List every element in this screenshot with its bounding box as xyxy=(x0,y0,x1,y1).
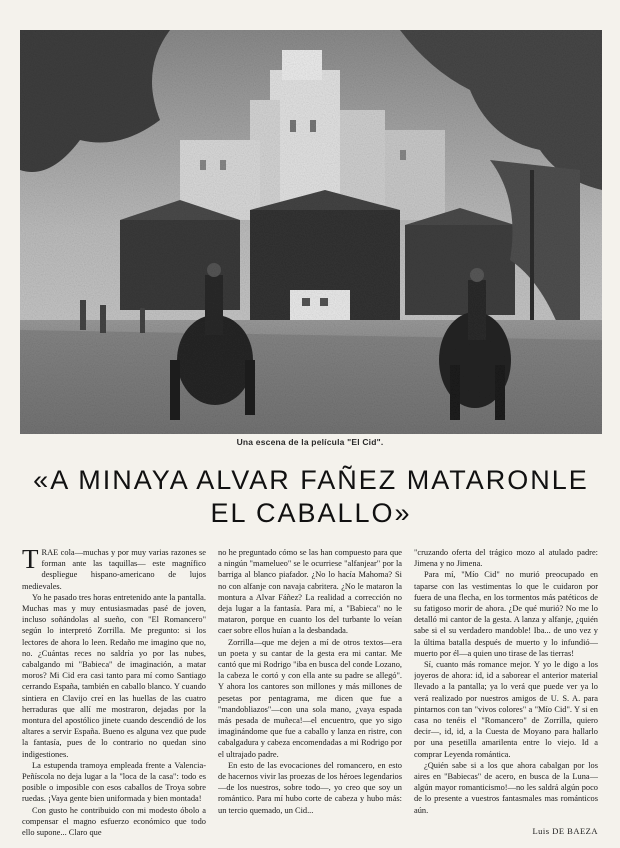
article-body xyxy=(22,547,598,842)
photo-caption: Una escena de la película "El Cid". xyxy=(236,437,384,447)
author-byline: Luis DE BAEZA xyxy=(532,825,598,836)
headline-line-1: «A MINAYA ALVAR FAÑEZ MATARONLE xyxy=(33,465,589,495)
article-paragraph: Yo he pasado tres horas entretenido ante la pantalla. Muchas mas y muy entusiasmadas pasé de joven, incluso soñándolas al sueño, con "El Romancero" según lo interpretó Zorrilla. Me pregunto: si los lectores de ahora lo leen. Redaño me imagino que no, no. ¿Cuántas reces no saldría yo por las nubes, cabalgando mi "Babieca" de imaginación, a matar moros? Mi Cid era casi tanto para mí como Santiago cerrando España, también en caballo blanco. Y cuando sintiera en Clavijo creí en las huellas de las cuatro herraduras que allí me mostraron, dejadas por la montura del apostólico jinete cuando descendió de los altares a servir España. Bueno es alguna vez que pude la fantasía, pues de lo contrario no quedan sino indigestiones. xyxy=(22,592,206,759)
article-column-1 xyxy=(22,547,206,842)
drop-cap: T xyxy=(22,547,39,574)
article-paragraph: Zorrilla—que me dejen a mí de otros textos—era un poeta y su cantar de la gesta era mi cantar. Me cantó que mi Rodrigo "iba en busca del conde Lozano, la cabeza le cortó y con ella ante su padre se allegó". Y ahora los cantores son millones y más millones de pesetas por pentagrama, me dicen que fue a "mandobliazos"—con una sola mano, ¿vaya espada más pesada de muñeca!—el encuentro, que yo sigo imaginándome que fue a caballo y lanza en ristre, con cabalgadura y cabeza encomendadas a mi Rodrigo por el ultrajado padre. xyxy=(218,637,402,759)
article-column-3 xyxy=(414,547,598,842)
article-paragraph: La estupenda tramoya empleada frente a Valencia-Peñíscola no deja lugar a la "loca de la casa": todo es posible o imposible con esos caballos de Troya sobre ruedas. ¡Vaya gente bien uniformada y bien montada! xyxy=(22,760,206,804)
article-paragraph: no he preguntado cómo se las han compuesto para que a ningún "mamelueo" se le ocurriese "alfanjear" por la barriga al blanco piafador. ¿No lo hacía Mahoma? Si no con alfanje con navaja cabritera. ¿No le mataron la montura a Alvar Fáñez? La realidad a corrección no deja lugar a la fantasía. Para mí, a "Babieca" no le mataron, porque en cuanto los del turbante lo veían caer sobre ellos huían a la desbandada. xyxy=(218,548,402,636)
article-paragraph xyxy=(22,547,206,592)
article-column-2 xyxy=(218,547,402,842)
paragraph-text: RAE cola—muchas y por muy varias razones se forman ante las taquillas— este magnífico despliegue hispano-americano de lujos medievales. xyxy=(22,548,206,591)
article-paragraph: En esto de las evocaciones del romancero, en esto de hacernos vivir las proezas de los héroes legendarios—de los nuestros, sobre todo—, yo creo que soy un romántico. Para mí hubo corte de cabeza y hubo más: un tercio quemado, un Cid... xyxy=(218,760,402,815)
article-paragraph: "cruzando oferta del trágico mozo al atulado padre: Jimena y no Jimena. xyxy=(414,548,598,569)
article-paragraph: Sí, cuanto más romance mejor. Y yo le digo a los joyeros de ahora: id, id a saborear el anterior material llevado a la pantalla; ya lo verá que puede ver ya lo verá realizado por nuestros amigos de U. S. A. para pintarnos con tan "vivos colores" a "Mío Cid". Y si en casa no tenéis el "Romancero" de Zorrilla, quiero decir—, id, id, a la Cuesta de Moyano para hallarlo por una pesetilla amarilenta entre lo viejo. Id a comprar Leyenda romántica. xyxy=(414,660,598,759)
article-paragraph: Para mí, "Mío Cid" no murió preocupado en taparse con las vestimentas lo que le cuidaron por fuera de una flecha, en los tormentos más patéticos de su fatigoso morir de ahora. ¿De qué murió? No me lo detalló mi cantor de la gesta. A lanza y alfanje, ¿quién sabe si el su verdadero mandoble! Iba... de uno vez y la última batalla después de muerto y lo infundió—muerto por él—a quien uno tirase de las tierras! xyxy=(414,570,598,658)
film-still-photo xyxy=(20,30,602,434)
photo-illustration xyxy=(20,30,602,434)
headline xyxy=(20,464,602,530)
headline-line-2: EL CABALLO» xyxy=(210,498,412,528)
article-paragraph: Con gusto he contribuido con mi modesto óbolo a compensar el magno esfuerzo económico que todo ello supone... Claro que xyxy=(22,805,206,838)
article-paragraph: ¿Quién sabe si a los que ahora cabalgan por los aires en "Babiecas" de acero, en busca de la Luna—algún mayor romanticismo!—no les saldrá algún poco de lo presente a vuestros fantasmales mas románticos aún. xyxy=(414,760,598,815)
